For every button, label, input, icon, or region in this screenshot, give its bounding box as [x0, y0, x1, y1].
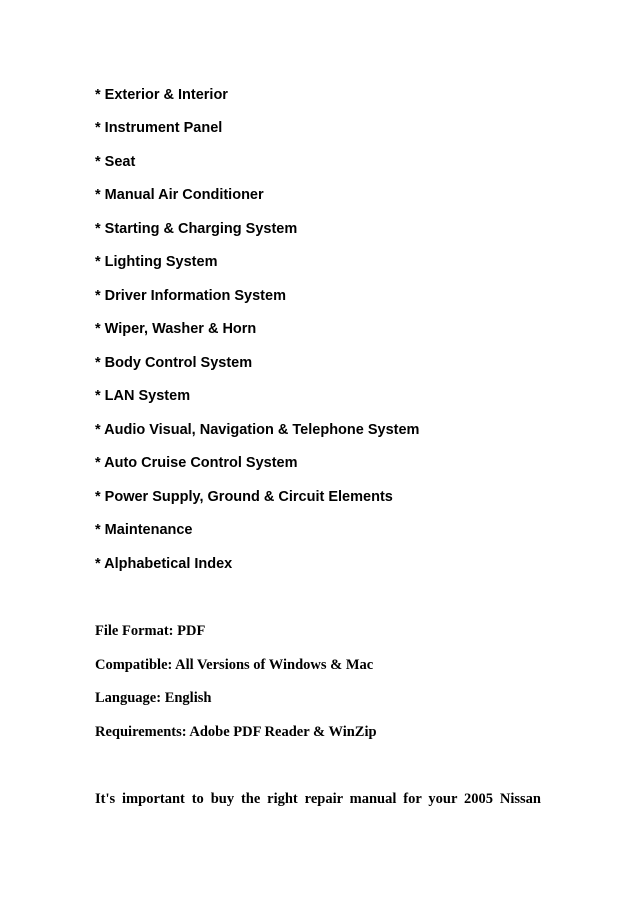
toc-item-power-supply-ground: * Power Supply, Ground & Circuit Elements — [95, 489, 393, 505]
toc-item-exterior-interior: * Exterior & Interior — [95, 87, 228, 103]
toc-item-lighting-system: * Lighting System — [95, 254, 218, 270]
toc-item-instrument-panel: * Instrument Panel — [95, 120, 223, 136]
compatibility: Compatible: All Versions of Windows & Mac — [95, 657, 374, 673]
file-format: File Format: PDF — [95, 623, 206, 639]
requirements: Requirements: Adobe PDF Reader & WinZip — [95, 724, 377, 740]
toc-item-manual-air-conditioner: * Manual Air Conditioner — [95, 187, 264, 203]
toc-item-wiper-washer-horn: * Wiper, Washer & Horn — [95, 321, 257, 337]
toc-item-lan-system: * LAN System — [95, 388, 191, 404]
toc-item-body-control-system: * Body Control System — [95, 355, 253, 371]
toc-item-seat: * Seat — [95, 154, 136, 170]
language: Language: English — [95, 690, 212, 706]
toc-item-driver-information-system: * Driver Information System — [95, 288, 286, 304]
intro-paragraph: It's important to buy the right repair manual for your 2005 Nissan — [95, 791, 541, 807]
toc-item-auto-cruise-control: * Auto Cruise Control System — [95, 455, 298, 471]
toc-item-alphabetical-index: * Alphabetical Index — [95, 556, 233, 572]
toc-item-audio-visual-navigation: * Audio Visual, Navigation & Telephone System — [95, 422, 420, 438]
toc-item-maintenance: * Maintenance — [95, 522, 193, 538]
toc-item-starting-charging-system: * Starting & Charging System — [95, 221, 298, 237]
